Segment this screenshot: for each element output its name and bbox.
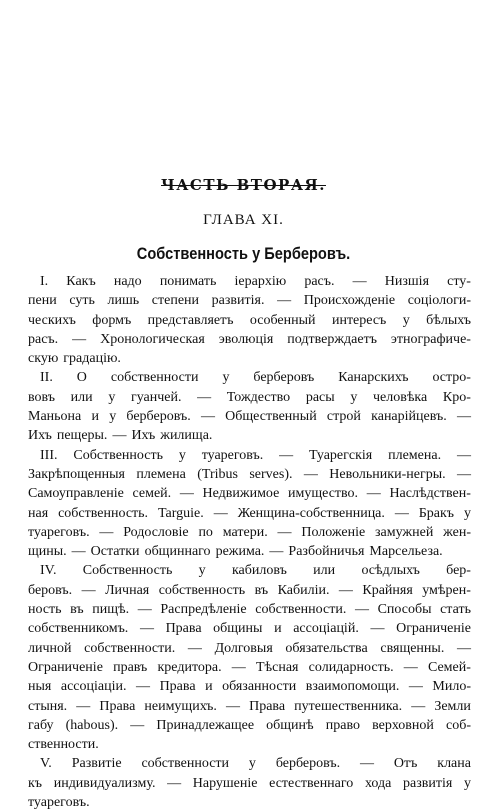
text-line: щины. — Остатки общиннаго режима. — Разбойничья Марсельеза. (28, 544, 443, 560)
text-line: ная собственность. Targuie. — Женщина-собственница. — Бракъ у (28, 505, 471, 521)
summary-paragraph (28, 754, 471, 812)
text-line: II. О собственности у берберовъ Канарскихъ остро- (40, 370, 471, 386)
text-line: скую градацію. (28, 351, 121, 367)
text-line: беровъ. — Личная собственность въ Кабиліи. — Крайняя умѣрен- (28, 582, 471, 598)
text-line: расъ. — Хронологическая эволюція подтверждаетъ этнографиче- (28, 331, 471, 347)
summary-paragraph (28, 446, 471, 562)
chapter-number: ГЛАВА XI. (203, 212, 284, 228)
summary-paragraph (28, 561, 471, 754)
text-line: IV. Собственность у кабиловъ или осѣдлыхъ бер- (40, 563, 471, 579)
text-line: къ индивидуализму. — Нарушеніе естественнаго хода развитія у (28, 775, 471, 791)
text-line: Закрѣпощенныя племена (Tribus serves). — Невольники-негры. — (28, 466, 471, 482)
text-line: личной собственности. — Долговыя обязательства священны. — (28, 640, 471, 656)
summary-paragraph (28, 368, 471, 445)
text-line: габу (habous). — Принадлежащее общинѣ право верховной соб- (28, 717, 471, 733)
text-line: ческихъ формъ представляетъ особенный интересъ у бѣлыхъ (28, 312, 471, 328)
chapter-heading: Собственность у Берберовъ. (136, 244, 351, 263)
text-line: Ограниченіе правъ кредитора. — Тѣсная солидарность. — Семей- (28, 659, 471, 675)
text-line: Самоуправленіе семей. — Недвижимое имущество. — Наслѣдствен- (28, 486, 471, 502)
text-line: пени суть лишь степени развитія. — Происхожденіе соціологи- (28, 293, 471, 309)
text-line: туареговъ. — Родословіе по матери. — Положеніе замужней жен- (28, 524, 471, 540)
text-line: V. Развитіе собственности у берберовъ. — Отъ клана (40, 756, 471, 772)
text-line: стыня. — Права неимущихъ. — Права путешественника. — Земли (28, 698, 471, 714)
text-line: III. Собственность у туареговъ. — Туарегскія племена. — (40, 447, 471, 463)
summary-paragraph (28, 272, 471, 368)
part-title: ЧАСТЬ ВТОРАЯ. (161, 176, 326, 194)
text-line: туареговъ. (28, 795, 90, 811)
chapter-summary (28, 272, 471, 812)
text-line: ность въ пищѣ. — Распредѣленіе собственности. — Способы стать (28, 602, 471, 618)
text-line: ственности. (28, 737, 99, 753)
text-line: ныя ассоціаціи. — Права и обязанности взаимопомощи. — Мило- (28, 679, 471, 695)
text-line: Маньона и у берберовъ. — Общественный строй канарійцевъ. — (28, 409, 471, 425)
text-line: вовъ или у гуанчей. — Тождество расы у человѣка Кро- (28, 389, 471, 405)
text-line: Ихъ пещеры. — Ихъ жилища. (28, 428, 213, 444)
text-line: I. Какъ надо понимать іерархію расъ. — Низшія сту- (40, 274, 471, 289)
text-line: собственникомъ. — Права общины и ассоціацій. — Ограниченіе (28, 621, 471, 637)
